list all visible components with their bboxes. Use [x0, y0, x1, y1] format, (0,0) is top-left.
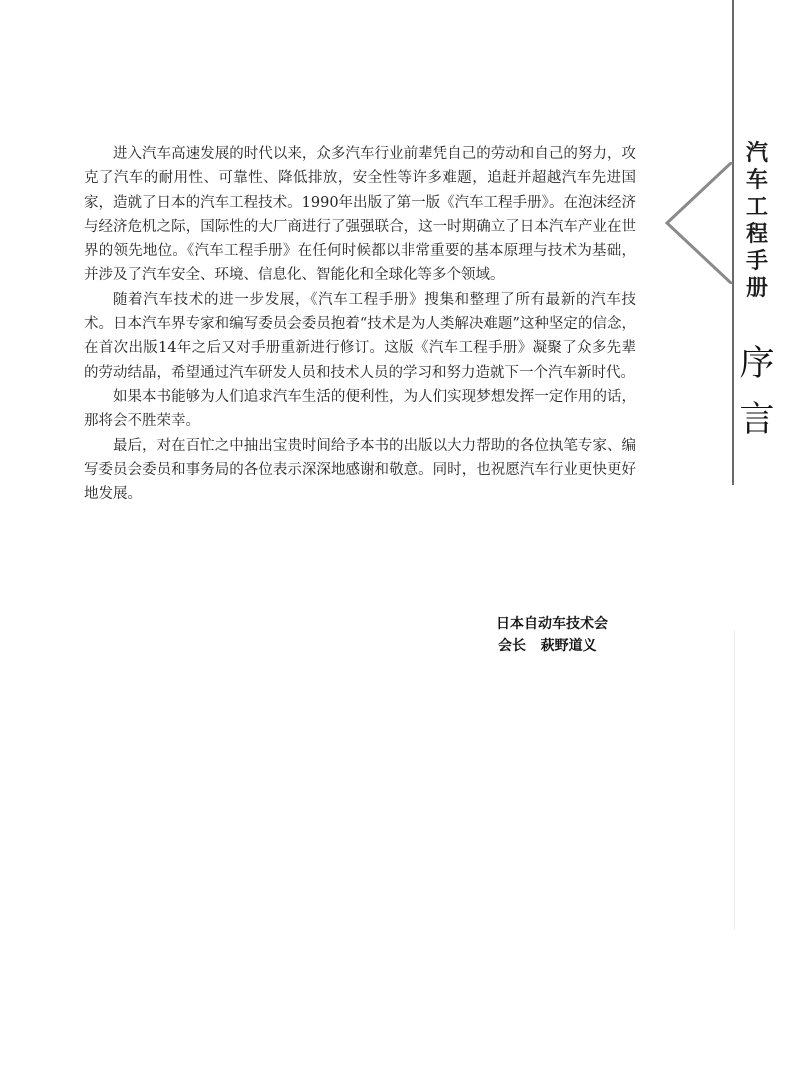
book-title-char: 册: [745, 276, 768, 301]
signature-organization: 日本自动车技术会: [496, 616, 608, 632]
preface-paragraph: 如果本书能够为人们追求汽车生活的便利性，为人们实现梦想发挥一定作用的话，那将会不胜荣幸。: [84, 388, 636, 430]
chevron-left-icon: [664, 162, 734, 284]
section-title-char: 言: [739, 400, 775, 440]
preface-paragraph: 进入汽车高速发展的时代以来，众多汽车行业前辈凭自己的劳动和自己的努力，攻克了汽车的耐用性、可靠性、降低排放，安全性等许多难题，追赶并超越汽车先进国家，造就了日本的汽车工程技术。1990年出版了第一版《汽车工程手册》。在泡沫经济与经济危机之际，国际性的大厂商进行了强强联合，这一时期确立了日本汽车产业在世界的领先地位。《汽车工程手册》在任何时候都以非常重要的基本原理与技术为基础，并涉及了汽车安全、环境、信息化、智能化和全球化等多个领域。: [84, 146, 636, 284]
signature-block: [448, 613, 608, 657]
section-title-char: 序: [739, 344, 775, 384]
section-title-vertical: [736, 336, 778, 448]
signature-title-and-name: 会长 萩野道义: [498, 638, 597, 654]
sidebar-faint-line: [734, 630, 735, 930]
book-title-char: 手: [745, 249, 768, 274]
book-title-char: 工: [745, 195, 768, 220]
preface-paragraph: 随着汽车技术的进一步发展，《汽车工程手册》搜集和整理了所有最新的汽车技术。日本汽车界专家和编写委员会委员抱着“技术是为人类解决难题”这种坚定的信念，在首次出版14年之后又对手册重新进行修订。这版《汽车工程手册》凝聚了众多先辈的劳动结晶，希望通过汽车研发人员和技术人员的学习和努力造就下一个汽车新时代。: [84, 291, 636, 381]
book-title-char: 车: [745, 168, 768, 193]
book-title-char: 汽: [745, 141, 768, 166]
book-title-vertical: [742, 140, 772, 302]
preface-body: [84, 142, 636, 506]
preface-paragraph: 最后，对在百忙之中抽出宝贵时间给予本书的出版以大力帮助的各位执笔专家、编写委员会委员和事务局的各位表示深深地感谢和敬意。同时，也祝愿汽车行业更快更好地发展。: [84, 437, 636, 503]
book-title-char: 程: [745, 222, 768, 247]
